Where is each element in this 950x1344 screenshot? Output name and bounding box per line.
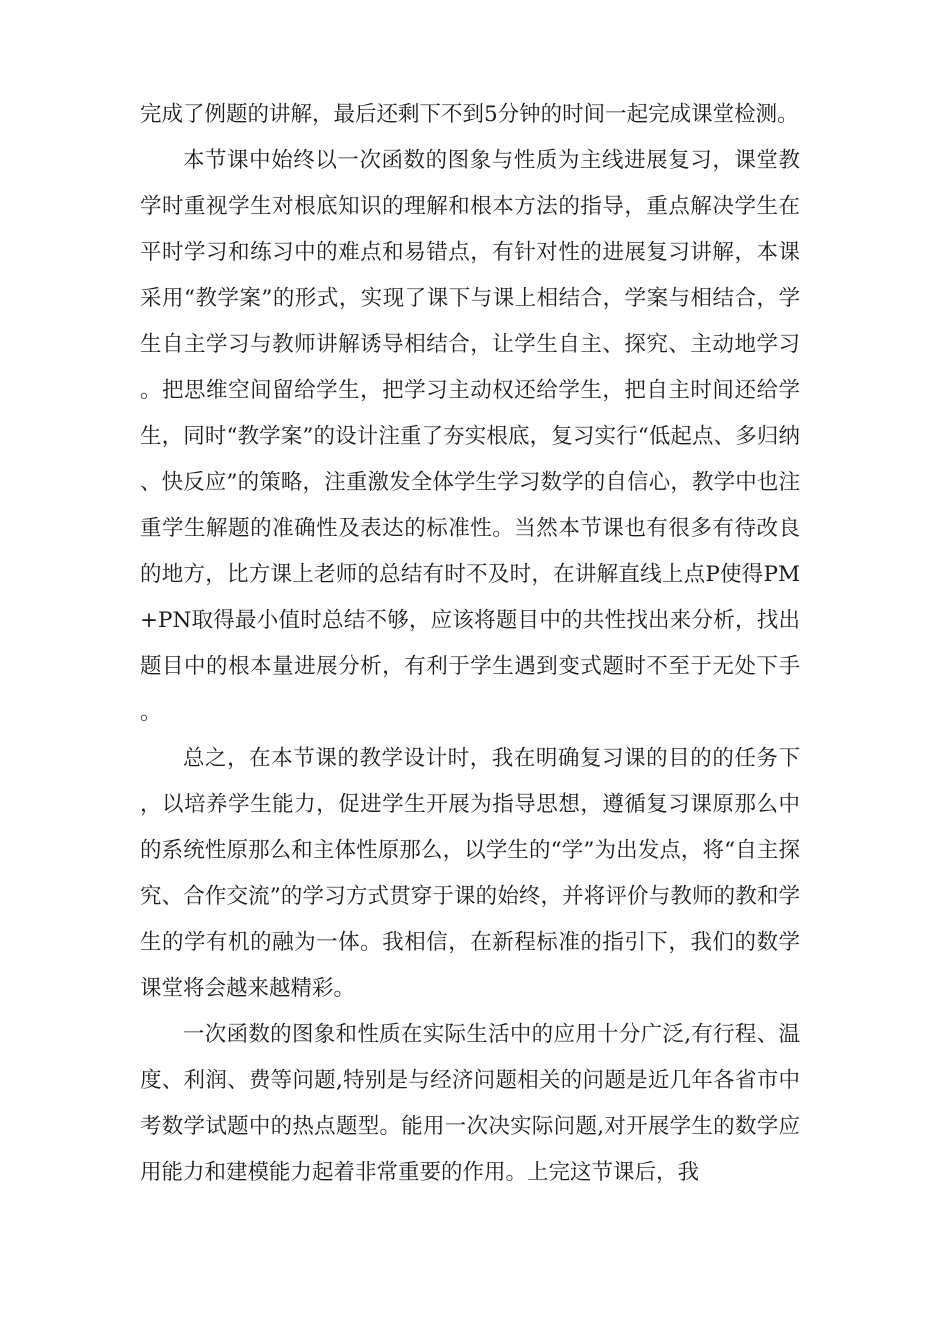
document-body: [140, 92, 800, 1196]
paragraph-application: 一次函数的图象和性质在实际生活中的应用十分广泛,有行程、温度、利润、费等问题,特别是与经济问题相关的问题是近几年各省市中考数学试题中的热点题型。能用一次决实际问题,对开展学生的数学应用能力和建模能力起着非常重要的作用。上完这节课后，我: [140, 1022, 800, 1185]
paragraph-lesson-review: 本节课中始终以一次函数的图象与性质为主线进展复习，课堂教学时重视学生对根底知识的理解和根本方法的指导，重点解决学生在平时学习和练习中的难点和易错点，有针对性的进展复习讲解，本课采用“教学案”的形式，实现了课下与课上相结合，学案与相结合，学生自主学习与教师讲解诱导相结合，让学生自主、探究、主动地学习。把思维空间留给学生，把学习主动权还给学生，把自主时间还给学生，同时“教学案”的设计注重了夯实根底，复习实行“低起点、多归纳、快反应”的策略，注重激发全体学生学习数学的自信心，教学中也注重学生解题的准确性及表达的标准性。当然本节课也有很多有待改良的地方，比方课上老师的总结有时不及时，在讲解直线上点P使得PM+PN取得最小值时总结不够，应该将题目中的共性找出来分析，找出题目中的根本量进展分析，有利于学生遇到变式题时不至于无处下手。: [140, 148, 800, 725]
paragraph-summary: 总之，在本节课的教学设计时，我在明确复习课的目的的任务下，以培养学生能力，促进学生开展为指导思想，遵循复习课原那么中的系统性原那么和主体性原那么，以学生的“学”为出发点，将“自主探究、合作交流”的学习方式贯穿于课的始终，并将评价与教师的教和学生的学有机的融为一体。我相信，在新程标准的指引下，我们的数学课堂将会越来越精彩。: [140, 746, 800, 1001]
paragraph-continuation: 完成了例题的讲解，最后还剩下不到5分钟的时间一起完成课堂检测。: [140, 102, 799, 127]
